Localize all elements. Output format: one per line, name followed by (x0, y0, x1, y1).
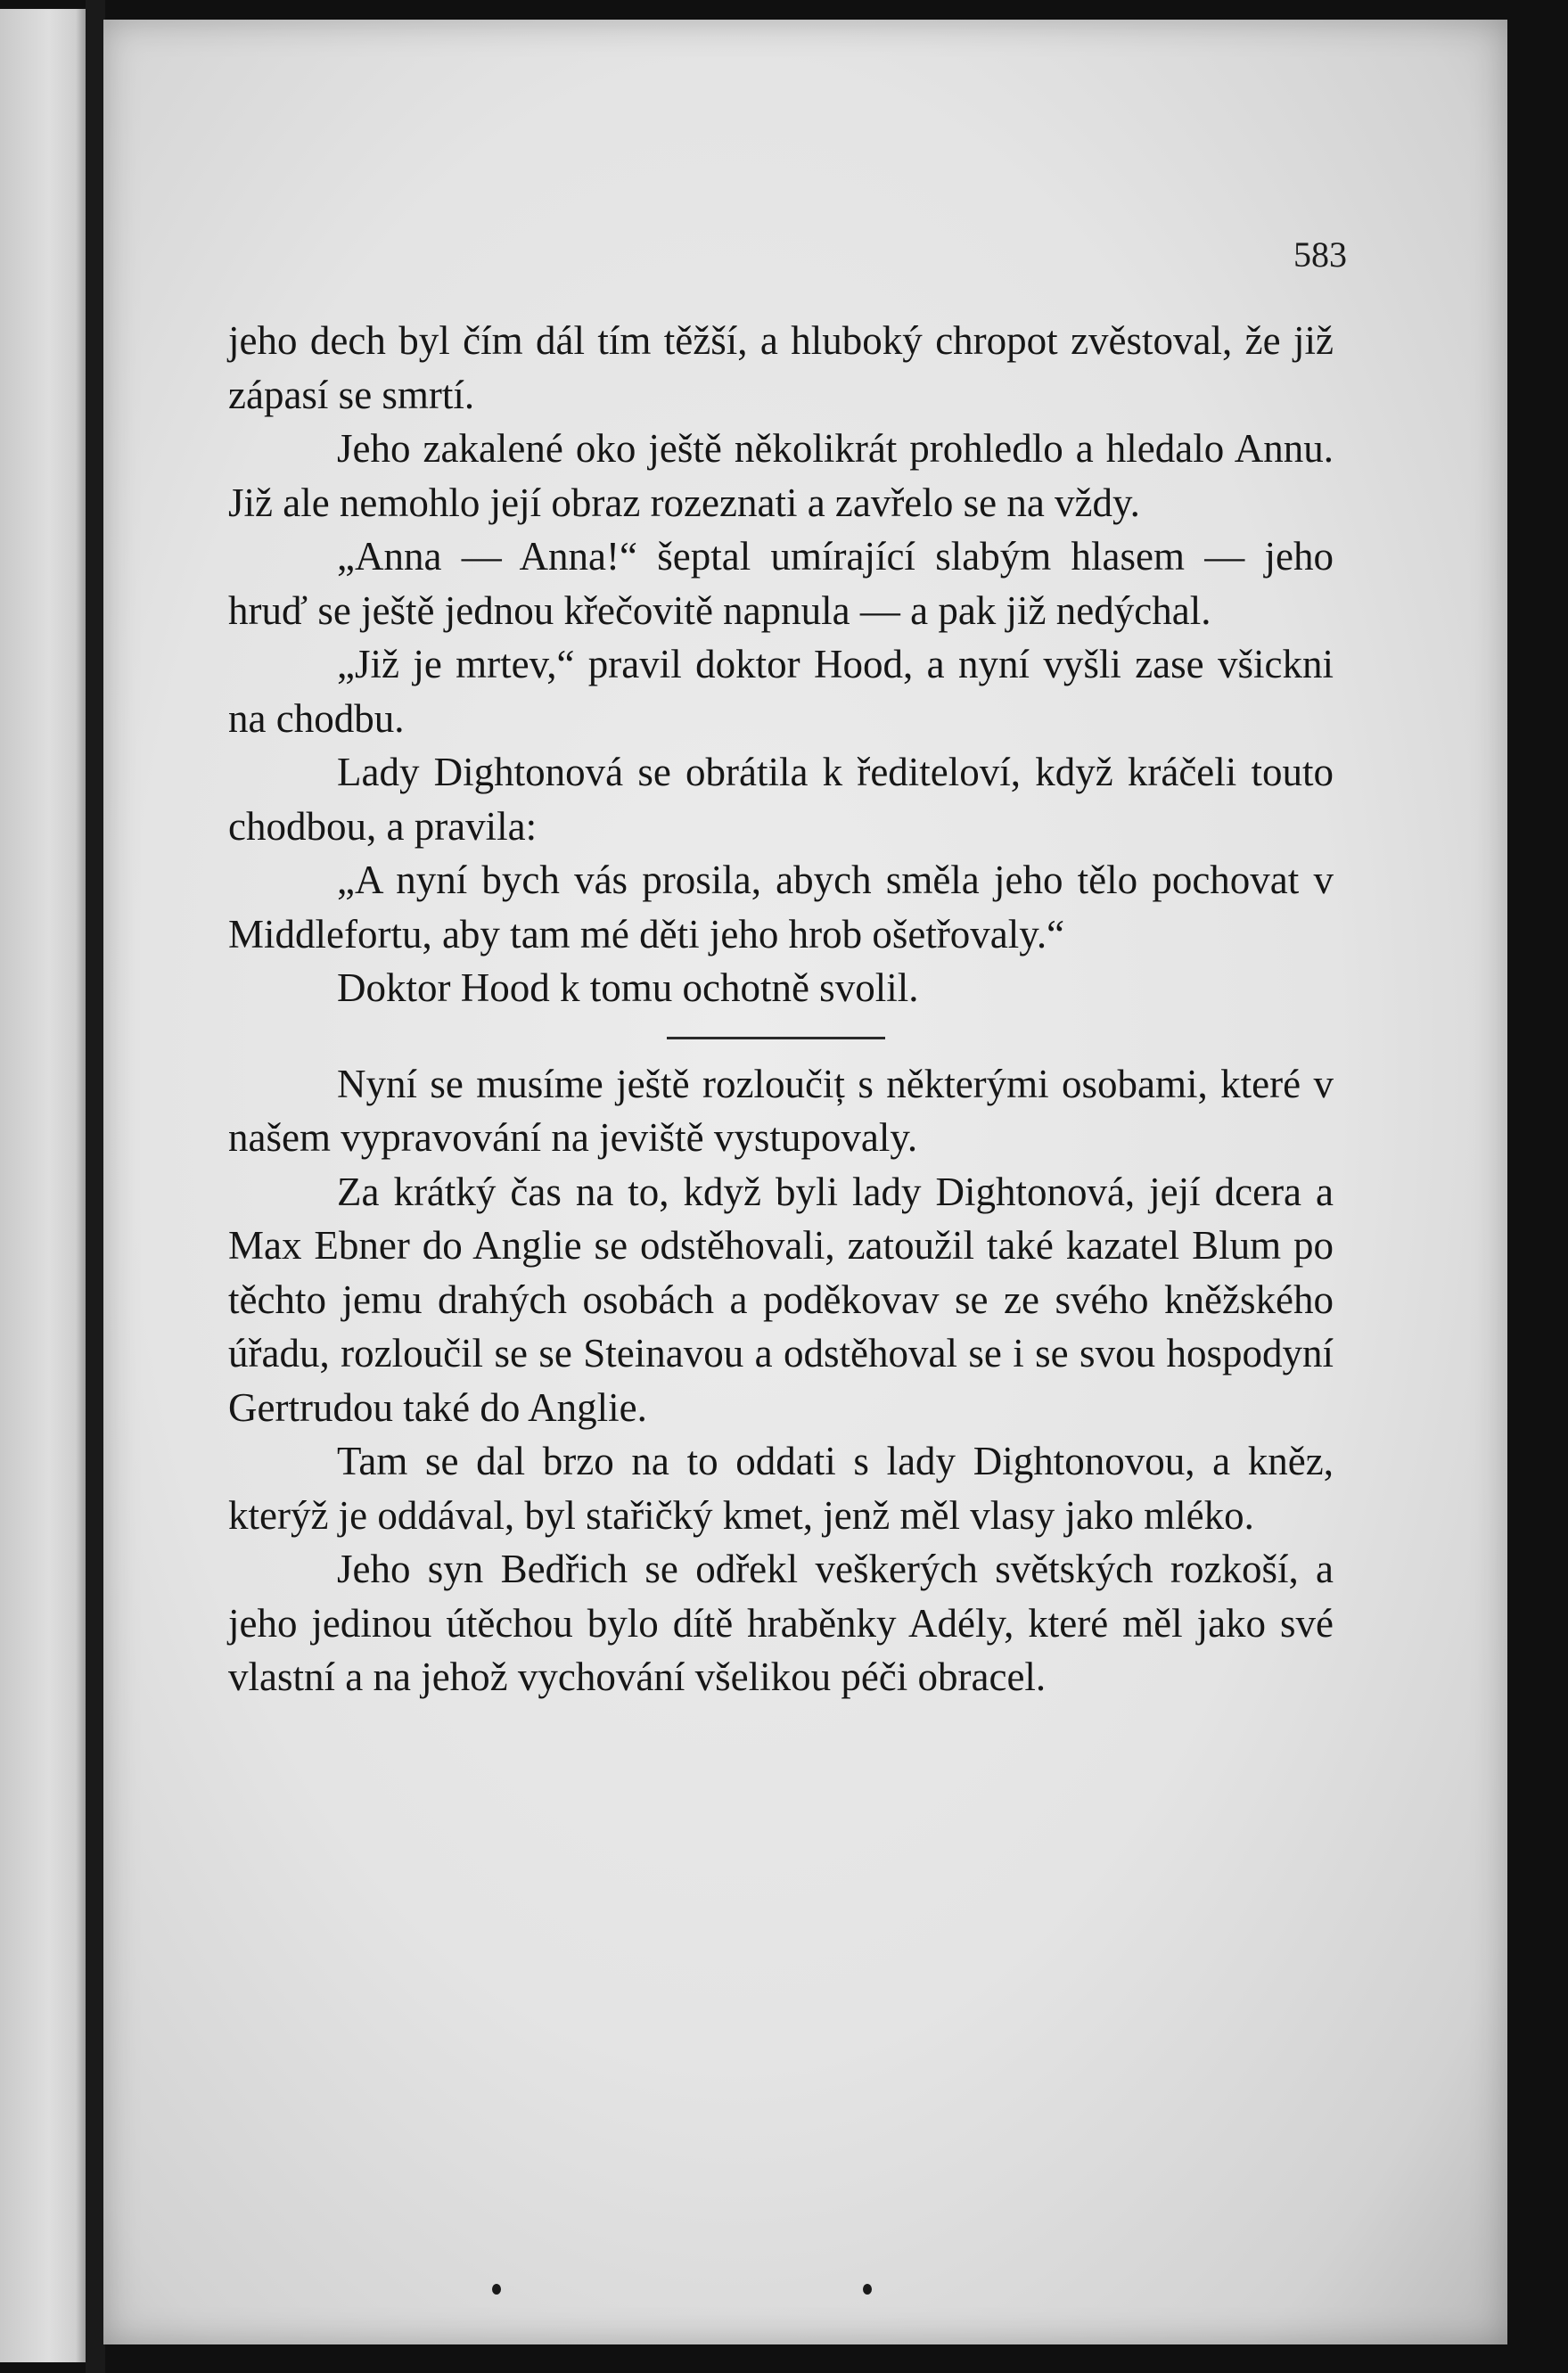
ink-speck (863, 2284, 872, 2295)
paragraph: Lady Dightonová se obrátila k řediteloví, když kráčeli touto chodbou, a pravila: (228, 750, 1334, 849)
section-divider (667, 1037, 885, 1039)
paragraph: Jeho zakalené oko ještě několikrát prohledlo a hledalo Annu. Již ale nemohlo její obraz rozeznati a zavřelo se na vždy. (228, 426, 1334, 525)
paragraph: Jeho syn Bedřich se odřekl veškerých světských rozkoší, a jeho jedinou útěchou bylo dítě hraběnky Adély, které měl jako své vlastní a na jehož vychování všelikou péči obracel. (228, 1547, 1334, 1699)
paragraph: „Již je mrtev,“ pravil doktor Hood, a nyní vyšli zase všickni na chodbu. (228, 642, 1334, 741)
paragraph: jeho dech byl čím dál tím těžší, a hluboký chropot zvěstoval, že již zápasí se smrtí. (228, 318, 1334, 417)
page-number: 583 (1293, 234, 1347, 275)
ink-speck (492, 2284, 501, 2295)
paragraph: „A nyní bych vás prosila, abych směla jeho tělo pochovat v Middlefortu, aby tam mé děti jeho hrob ošetřovaly.“ (228, 858, 1334, 957)
page-text (228, 314, 1334, 1704)
book-page (103, 20, 1507, 2344)
paragraph: Nyní se musíme ještě rozloučiț s některými osobami, které v našem vypravování na jeviště vystupovaly. (228, 1061, 1334, 1160)
left-page-edge (0, 9, 89, 2362)
paragraph: Doktor Hood k tomu ochotně svolil. (337, 965, 919, 1010)
paragraph: Tam se dal brzo na to oddati s lady Dightonovou, a kněz, kterýž je oddával, byl stařičký kmet, jenž měl vlasy jako mléko. (228, 1439, 1334, 1538)
paragraph: Za krátký čas na to, když byli lady Dightonová, její dcera a Max Ebner do Anglie se odstěhovali, zatoužil také kazatel Blum po těchto jemu drahých osobách a poděkovav se ze svého kněžského úřadu, rozloučil se se Steinavou a odstěhoval se i se svou hospodyní Gertrudou také do Anglie. (228, 1169, 1334, 1430)
book-gutter (86, 0, 105, 2373)
paragraph: „Anna — Anna!“ šeptal umírající slabým hlasem — jeho hruď se ještě jednou křečovitě napnula — a pak již nedýchal. (228, 534, 1334, 633)
